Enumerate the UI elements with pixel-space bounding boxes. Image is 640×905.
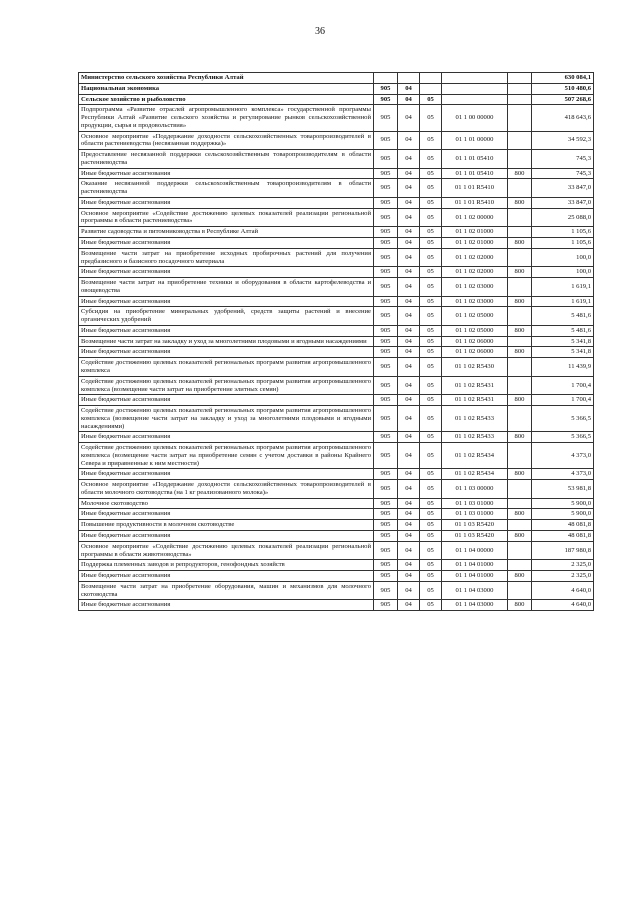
row-grbs-cell: 905 [374, 197, 398, 208]
row-amount-cell: 5 900,0 [532, 509, 594, 520]
row-name-cell: Иные бюджетные ассигнования [79, 325, 374, 336]
row-section-cell: 04 [398, 376, 420, 395]
row-amount-cell: 100,0 [532, 248, 594, 267]
row-name-cell: Возмещение части затрат на приобретение исходных пробирочных растений для получения предбазисного и базисного посадочного материала [79, 248, 374, 267]
row-subsection-cell: 05 [420, 571, 442, 582]
row-target-article-cell: 01 1 03 01000 [442, 498, 508, 509]
row-amount-cell: 100,0 [532, 267, 594, 278]
row-section-cell: 04 [398, 238, 420, 249]
row-subsection-cell: 05 [420, 530, 442, 541]
row-grbs-cell: 905 [374, 530, 398, 541]
row-grbs-cell: 905 [374, 307, 398, 326]
row-expense-type-cell [508, 179, 532, 198]
table-row [79, 208, 594, 227]
row-grbs-cell: 905 [374, 443, 398, 469]
budget-table-body [79, 73, 594, 611]
row-grbs-cell: 905 [374, 432, 398, 443]
table-row [79, 469, 594, 480]
row-expense-type-cell [508, 541, 532, 560]
row-name-cell: Возмещение части затрат на приобретение техники и оборудования в области картофелеводства и овощеводства [79, 278, 374, 297]
row-target-article-cell: 01 1 02 01000 [442, 227, 508, 238]
row-target-article-cell: 01 1 04 00000 [442, 541, 508, 560]
row-grbs-cell: 905 [374, 238, 398, 249]
row-section-cell: 04 [398, 197, 420, 208]
row-target-article-cell: 01 1 04 03000 [442, 600, 508, 611]
row-amount-cell: 5 341,8 [532, 347, 594, 358]
row-target-article-cell: 01 1 02 05000 [442, 325, 508, 336]
row-target-article-cell: 01 1 01 R5410 [442, 179, 508, 198]
row-grbs-cell: 905 [374, 296, 398, 307]
table-row [79, 73, 594, 84]
row-name-cell: Молочное скотоводство [79, 498, 374, 509]
row-grbs-cell: 905 [374, 347, 398, 358]
row-section-cell: 04 [398, 267, 420, 278]
row-name-cell: Сельское хозяйство и рыболовство [79, 94, 374, 105]
row-expense-type-cell [508, 278, 532, 297]
row-grbs-cell: 905 [374, 541, 398, 560]
row-section-cell: 04 [398, 325, 420, 336]
row-subsection-cell: 05 [420, 347, 442, 358]
row-expense-type-cell [508, 443, 532, 469]
table-row [79, 227, 594, 238]
table-row [79, 530, 594, 541]
row-amount-cell: 5 900,0 [532, 498, 594, 509]
row-subsection-cell: 05 [420, 296, 442, 307]
table-row [79, 150, 594, 169]
table-row [79, 278, 594, 297]
row-subsection-cell: 05 [420, 581, 442, 600]
row-target-article-cell: 01 1 02 R5431 [442, 376, 508, 395]
row-section-cell [398, 73, 420, 84]
row-name-cell: Содействие достижению целевых показателей региональных программ развития агропромышленного комплекса (возмещение части затрат на приобретение элитных семян) [79, 376, 374, 395]
table-row [79, 581, 594, 600]
row-name-cell: Иные бюджетные ассигнования [79, 168, 374, 179]
row-name-cell: Возмещение части затрат на приобретение оборудования, машин и механизмов для молочного скотоводства [79, 581, 374, 600]
table-row [79, 179, 594, 198]
row-target-article-cell: 01 1 02 03000 [442, 278, 508, 297]
row-name-cell: Подпрограмма «Развитие отраслей агропромышленного комплекса» государственной программы Республики Алтай «Развитие сельского хозяйства и регулирование рынков сельскохозяйственной продукции, сырья и продовольствия» [79, 105, 374, 131]
row-subsection-cell [420, 83, 442, 94]
row-section-cell: 04 [398, 469, 420, 480]
row-amount-cell: 5 481,6 [532, 307, 594, 326]
row-grbs-cell: 905 [374, 248, 398, 267]
row-expense-type-cell [508, 131, 532, 150]
row-subsection-cell: 05 [420, 600, 442, 611]
row-amount-cell: 48 081,8 [532, 520, 594, 531]
row-expense-type-cell: 800 [508, 395, 532, 406]
row-target-article-cell: 01 1 03 00000 [442, 480, 508, 499]
row-target-article-cell: 01 1 02 R5434 [442, 469, 508, 480]
row-expense-type-cell [508, 358, 532, 377]
row-amount-cell: 2 325,0 [532, 560, 594, 571]
table-row [79, 197, 594, 208]
row-target-article-cell: 01 1 02 R5431 [442, 395, 508, 406]
row-target-article-cell: 01 1 04 01000 [442, 571, 508, 582]
table-row [79, 509, 594, 520]
row-subsection-cell: 05 [420, 325, 442, 336]
row-target-article-cell [442, 94, 508, 105]
row-name-cell: Основное мероприятие «Поддержание доходности сельскохозяйственных товаропроизводителей в области молочного скотоводства (на 1 кг реализованного молока)» [79, 480, 374, 499]
row-expense-type-cell: 800 [508, 325, 532, 336]
row-expense-type-cell: 800 [508, 296, 532, 307]
row-expense-type-cell: 800 [508, 267, 532, 278]
row-grbs-cell: 905 [374, 325, 398, 336]
row-section-cell: 04 [398, 432, 420, 443]
row-target-article-cell [442, 83, 508, 94]
row-grbs-cell: 905 [374, 105, 398, 131]
row-grbs-cell: 905 [374, 509, 398, 520]
table-row [79, 480, 594, 499]
row-section-cell: 04 [398, 278, 420, 297]
row-section-cell: 04 [398, 443, 420, 469]
table-row [79, 520, 594, 531]
row-target-article-cell: 01 1 01 R5410 [442, 197, 508, 208]
row-subsection-cell: 05 [420, 248, 442, 267]
row-grbs-cell: 905 [374, 179, 398, 198]
row-amount-cell: 4 373,0 [532, 469, 594, 480]
row-target-article-cell: 01 1 02 R5434 [442, 443, 508, 469]
row-name-cell: Иные бюджетные ассигнования [79, 267, 374, 278]
row-subsection-cell: 05 [420, 541, 442, 560]
row-subsection-cell: 05 [420, 94, 442, 105]
row-subsection-cell: 05 [420, 358, 442, 377]
table-row [79, 358, 594, 377]
row-subsection-cell: 05 [420, 227, 442, 238]
row-amount-cell: 5 341,8 [532, 336, 594, 347]
row-section-cell: 04 [398, 83, 420, 94]
row-name-cell: Содействие достижению целевых показателей региональных программ развития агропромышленного комплекса [79, 358, 374, 377]
row-name-cell: Субсидия на приобретение минеральных удобрений, средств защиты растений и внесение органических удобрений [79, 307, 374, 326]
row-section-cell: 04 [398, 560, 420, 571]
row-amount-cell: 4 373,0 [532, 443, 594, 469]
row-target-article-cell: 01 1 03 R5420 [442, 530, 508, 541]
row-expense-type-cell [508, 581, 532, 600]
row-name-cell: Иные бюджетные ассигнования [79, 432, 374, 443]
row-subsection-cell: 05 [420, 238, 442, 249]
row-grbs-cell: 905 [374, 480, 398, 499]
row-target-article-cell [442, 73, 508, 84]
row-subsection-cell: 05 [420, 406, 442, 432]
row-section-cell: 04 [398, 131, 420, 150]
row-target-article-cell: 01 1 02 00000 [442, 208, 508, 227]
row-name-cell: Иные бюджетные ассигнования [79, 347, 374, 358]
row-amount-cell: 507 268,6 [532, 94, 594, 105]
row-expense-type-cell [508, 307, 532, 326]
row-expense-type-cell: 800 [508, 571, 532, 582]
row-subsection-cell: 05 [420, 520, 442, 531]
row-expense-type-cell: 800 [508, 168, 532, 179]
row-section-cell: 04 [398, 541, 420, 560]
table-row [79, 406, 594, 432]
row-target-article-cell: 01 1 01 05410 [442, 150, 508, 169]
row-target-article-cell: 01 1 03 01000 [442, 509, 508, 520]
table-row [79, 571, 594, 582]
row-grbs-cell: 905 [374, 571, 398, 582]
row-amount-cell: 4 640,0 [532, 600, 594, 611]
row-expense-type-cell [508, 560, 532, 571]
row-expense-type-cell: 800 [508, 432, 532, 443]
row-amount-cell: 1 105,6 [532, 227, 594, 238]
table-row [79, 296, 594, 307]
row-subsection-cell: 05 [420, 131, 442, 150]
row-target-article-cell: 01 1 02 02000 [442, 267, 508, 278]
row-target-article-cell: 01 1 02 R5433 [442, 432, 508, 443]
row-subsection-cell: 05 [420, 560, 442, 571]
row-subsection-cell: 05 [420, 395, 442, 406]
row-expense-type-cell [508, 83, 532, 94]
row-subsection-cell: 05 [420, 208, 442, 227]
row-grbs-cell [374, 73, 398, 84]
table-row [79, 395, 594, 406]
row-amount-cell: 630 084,1 [532, 73, 594, 84]
row-subsection-cell: 05 [420, 105, 442, 131]
row-subsection-cell [420, 73, 442, 84]
row-amount-cell: 34 592,3 [532, 131, 594, 150]
row-expense-type-cell: 800 [508, 509, 532, 520]
row-name-cell: Предоставление несвязанной поддержки сельскохозяйственным товаропроизводителям в области растениеводства [79, 150, 374, 169]
row-amount-cell: 510 480,6 [532, 83, 594, 94]
row-name-cell: Иные бюджетные ассигнования [79, 600, 374, 611]
row-section-cell: 04 [398, 150, 420, 169]
row-section-cell: 04 [398, 395, 420, 406]
row-expense-type-cell: 800 [508, 600, 532, 611]
row-grbs-cell: 905 [374, 520, 398, 531]
row-grbs-cell: 905 [374, 581, 398, 600]
table-row [79, 83, 594, 94]
row-grbs-cell: 905 [374, 267, 398, 278]
row-section-cell: 04 [398, 520, 420, 531]
row-name-cell: Иные бюджетные ассигнования [79, 509, 374, 520]
row-amount-cell: 5 366,5 [532, 406, 594, 432]
row-section-cell: 04 [398, 480, 420, 499]
row-section-cell: 04 [398, 347, 420, 358]
row-section-cell: 04 [398, 581, 420, 600]
row-amount-cell: 1 700,4 [532, 376, 594, 395]
row-grbs-cell: 905 [374, 83, 398, 94]
row-amount-cell: 33 847,0 [532, 197, 594, 208]
row-expense-type-cell [508, 73, 532, 84]
row-name-cell: Иные бюджетные ассигнования [79, 238, 374, 249]
row-subsection-cell: 05 [420, 469, 442, 480]
row-section-cell: 04 [398, 248, 420, 267]
table-row [79, 376, 594, 395]
row-expense-type-cell [508, 406, 532, 432]
row-expense-type-cell: 800 [508, 469, 532, 480]
row-amount-cell: 418 643,6 [532, 105, 594, 131]
table-row [79, 168, 594, 179]
row-expense-type-cell [508, 227, 532, 238]
row-name-cell: Иные бюджетные ассигнования [79, 395, 374, 406]
row-expense-type-cell [508, 520, 532, 531]
row-section-cell: 04 [398, 571, 420, 582]
row-target-article-cell: 01 1 02 05000 [442, 307, 508, 326]
row-section-cell: 04 [398, 208, 420, 227]
row-section-cell: 04 [398, 509, 420, 520]
row-amount-cell: 53 981,8 [532, 480, 594, 499]
row-name-cell: Основное мероприятие «Содействие достижению целевых показателей реализации региональной программы в области животноводства» [79, 541, 374, 560]
row-subsection-cell: 05 [420, 179, 442, 198]
row-grbs-cell: 905 [374, 406, 398, 432]
row-grbs-cell: 905 [374, 150, 398, 169]
row-expense-type-cell [508, 105, 532, 131]
table-row [79, 498, 594, 509]
row-name-cell: Основное мероприятие «Содействие достижению целевых показателей реализации региональной программы в области растениеводства» [79, 208, 374, 227]
row-section-cell: 04 [398, 179, 420, 198]
table-row [79, 267, 594, 278]
row-expense-type-cell [508, 94, 532, 105]
row-amount-cell: 745,3 [532, 150, 594, 169]
row-subsection-cell: 05 [420, 267, 442, 278]
table-row [79, 443, 594, 469]
row-subsection-cell: 05 [420, 336, 442, 347]
row-expense-type-cell [508, 480, 532, 499]
row-expense-type-cell: 800 [508, 347, 532, 358]
row-target-article-cell: 01 1 02 06000 [442, 336, 508, 347]
table-row [79, 541, 594, 560]
row-subsection-cell: 05 [420, 197, 442, 208]
row-amount-cell: 1 619,1 [532, 278, 594, 297]
row-amount-cell: 48 081,8 [532, 530, 594, 541]
row-target-article-cell: 01 1 02 02000 [442, 248, 508, 267]
row-target-article-cell: 01 1 02 R5430 [442, 358, 508, 377]
row-grbs-cell: 905 [374, 376, 398, 395]
row-amount-cell: 745,3 [532, 168, 594, 179]
row-target-article-cell: 01 1 02 01000 [442, 238, 508, 249]
row-target-article-cell: 01 1 04 01000 [442, 560, 508, 571]
table-row [79, 432, 594, 443]
row-name-cell: Содействие достижению целевых показателей региональных программ развития агропромышленного комплекса (возмещение части затрат на закладку и уход за многолетними плодовыми и ягодными насаждениями) [79, 406, 374, 432]
table-row [79, 560, 594, 571]
row-grbs-cell: 905 [374, 600, 398, 611]
table-row [79, 238, 594, 249]
row-subsection-cell: 05 [420, 498, 442, 509]
row-subsection-cell: 05 [420, 307, 442, 326]
row-expense-type-cell [508, 208, 532, 227]
row-subsection-cell: 05 [420, 150, 442, 169]
row-amount-cell: 5 366,5 [532, 432, 594, 443]
row-subsection-cell: 05 [420, 168, 442, 179]
row-section-cell: 04 [398, 94, 420, 105]
row-name-cell: Основное мероприятие «Поддержание доходности сельскохозяйственных товаропроизводителей в области растениеводства (несвязанная поддержка)» [79, 131, 374, 150]
row-amount-cell: 187 980,8 [532, 541, 594, 560]
row-expense-type-cell: 800 [508, 238, 532, 249]
row-amount-cell: 11 439,9 [532, 358, 594, 377]
row-amount-cell: 4 640,0 [532, 581, 594, 600]
row-name-cell: Развитие садоводства и питомниководства в Республике Алтай [79, 227, 374, 238]
row-section-cell: 04 [398, 530, 420, 541]
budget-table [78, 72, 594, 611]
row-section-cell: 04 [398, 406, 420, 432]
row-grbs-cell: 905 [374, 336, 398, 347]
row-amount-cell: 1 619,1 [532, 296, 594, 307]
row-name-cell: Иные бюджетные ассигнования [79, 197, 374, 208]
row-expense-type-cell: 800 [508, 197, 532, 208]
table-row [79, 325, 594, 336]
row-name-cell: Иные бюджетные ассигнования [79, 296, 374, 307]
row-grbs-cell: 905 [374, 358, 398, 377]
row-target-article-cell: 01 1 02 03000 [442, 296, 508, 307]
row-subsection-cell: 05 [420, 443, 442, 469]
row-grbs-cell: 905 [374, 94, 398, 105]
row-target-article-cell: 01 1 01 05410 [442, 168, 508, 179]
row-expense-type-cell [508, 150, 532, 169]
table-row [79, 131, 594, 150]
row-name-cell: Поддержка племенных заводов и репродукторов, генофондных хозяйств [79, 560, 374, 571]
row-grbs-cell: 905 [374, 168, 398, 179]
row-grbs-cell: 905 [374, 469, 398, 480]
row-name-cell: Содействие достижению целевых показателей региональных программ развития агропромышленного комплекса (возмещение части затрат на приобретение семян с учетом доставки в районы Крайнего Севера и приравненные к ним местности) [79, 443, 374, 469]
row-expense-type-cell [508, 376, 532, 395]
row-section-cell: 04 [398, 296, 420, 307]
row-expense-type-cell [508, 336, 532, 347]
row-section-cell: 04 [398, 227, 420, 238]
row-section-cell: 04 [398, 358, 420, 377]
row-target-article-cell: 01 1 03 R5420 [442, 520, 508, 531]
row-target-article-cell: 01 1 04 03000 [442, 581, 508, 600]
table-row [79, 336, 594, 347]
row-section-cell: 04 [398, 307, 420, 326]
row-section-cell: 04 [398, 168, 420, 179]
row-section-cell: 04 [398, 105, 420, 131]
row-name-cell: Иные бюджетные ассигнования [79, 571, 374, 582]
row-target-article-cell: 01 1 00 00000 [442, 105, 508, 131]
row-section-cell: 04 [398, 600, 420, 611]
table-row [79, 600, 594, 611]
row-subsection-cell: 05 [420, 432, 442, 443]
row-amount-cell: 33 847,0 [532, 179, 594, 198]
row-grbs-cell: 905 [374, 498, 398, 509]
row-grbs-cell: 905 [374, 208, 398, 227]
row-grbs-cell: 905 [374, 227, 398, 238]
row-section-cell: 04 [398, 336, 420, 347]
row-name-cell: Возмещение части затрат на закладку и уход за многолетними плодовыми и ягодными насаждениями [79, 336, 374, 347]
row-target-article-cell: 01 1 02 06000 [442, 347, 508, 358]
row-grbs-cell: 905 [374, 131, 398, 150]
row-grbs-cell: 905 [374, 395, 398, 406]
row-subsection-cell: 05 [420, 480, 442, 499]
row-name-cell: Национальная экономика [79, 83, 374, 94]
row-subsection-cell: 05 [420, 509, 442, 520]
row-amount-cell: 25 088,0 [532, 208, 594, 227]
row-name-cell: Министерство сельского хозяйства Республики Алтай [79, 73, 374, 84]
table-row [79, 248, 594, 267]
row-subsection-cell: 05 [420, 376, 442, 395]
row-target-article-cell: 01 1 02 R5433 [442, 406, 508, 432]
row-subsection-cell: 05 [420, 278, 442, 297]
row-name-cell: Повышение продуктивности в молочном скотоводстве [79, 520, 374, 531]
row-name-cell: Иные бюджетные ассигнования [79, 469, 374, 480]
row-amount-cell: 1 700,4 [532, 395, 594, 406]
page-number: 36 [315, 26, 325, 37]
row-amount-cell: 2 325,0 [532, 571, 594, 582]
table-row [79, 347, 594, 358]
row-amount-cell: 1 105,6 [532, 238, 594, 249]
row-expense-type-cell [508, 248, 532, 267]
table-row [79, 94, 594, 105]
row-expense-type-cell [508, 498, 532, 509]
row-target-article-cell: 01 1 01 00000 [442, 131, 508, 150]
row-section-cell: 04 [398, 498, 420, 509]
row-grbs-cell: 905 [374, 278, 398, 297]
row-name-cell: Оказание несвязанной поддержки сельскохозяйственным товаропроизводителям в области растениеводства [79, 179, 374, 198]
row-amount-cell: 5 481,6 [532, 325, 594, 336]
row-grbs-cell: 905 [374, 560, 398, 571]
table-row [79, 307, 594, 326]
row-name-cell: Иные бюджетные ассигнования [79, 530, 374, 541]
row-expense-type-cell: 800 [508, 530, 532, 541]
table-row [79, 105, 594, 131]
